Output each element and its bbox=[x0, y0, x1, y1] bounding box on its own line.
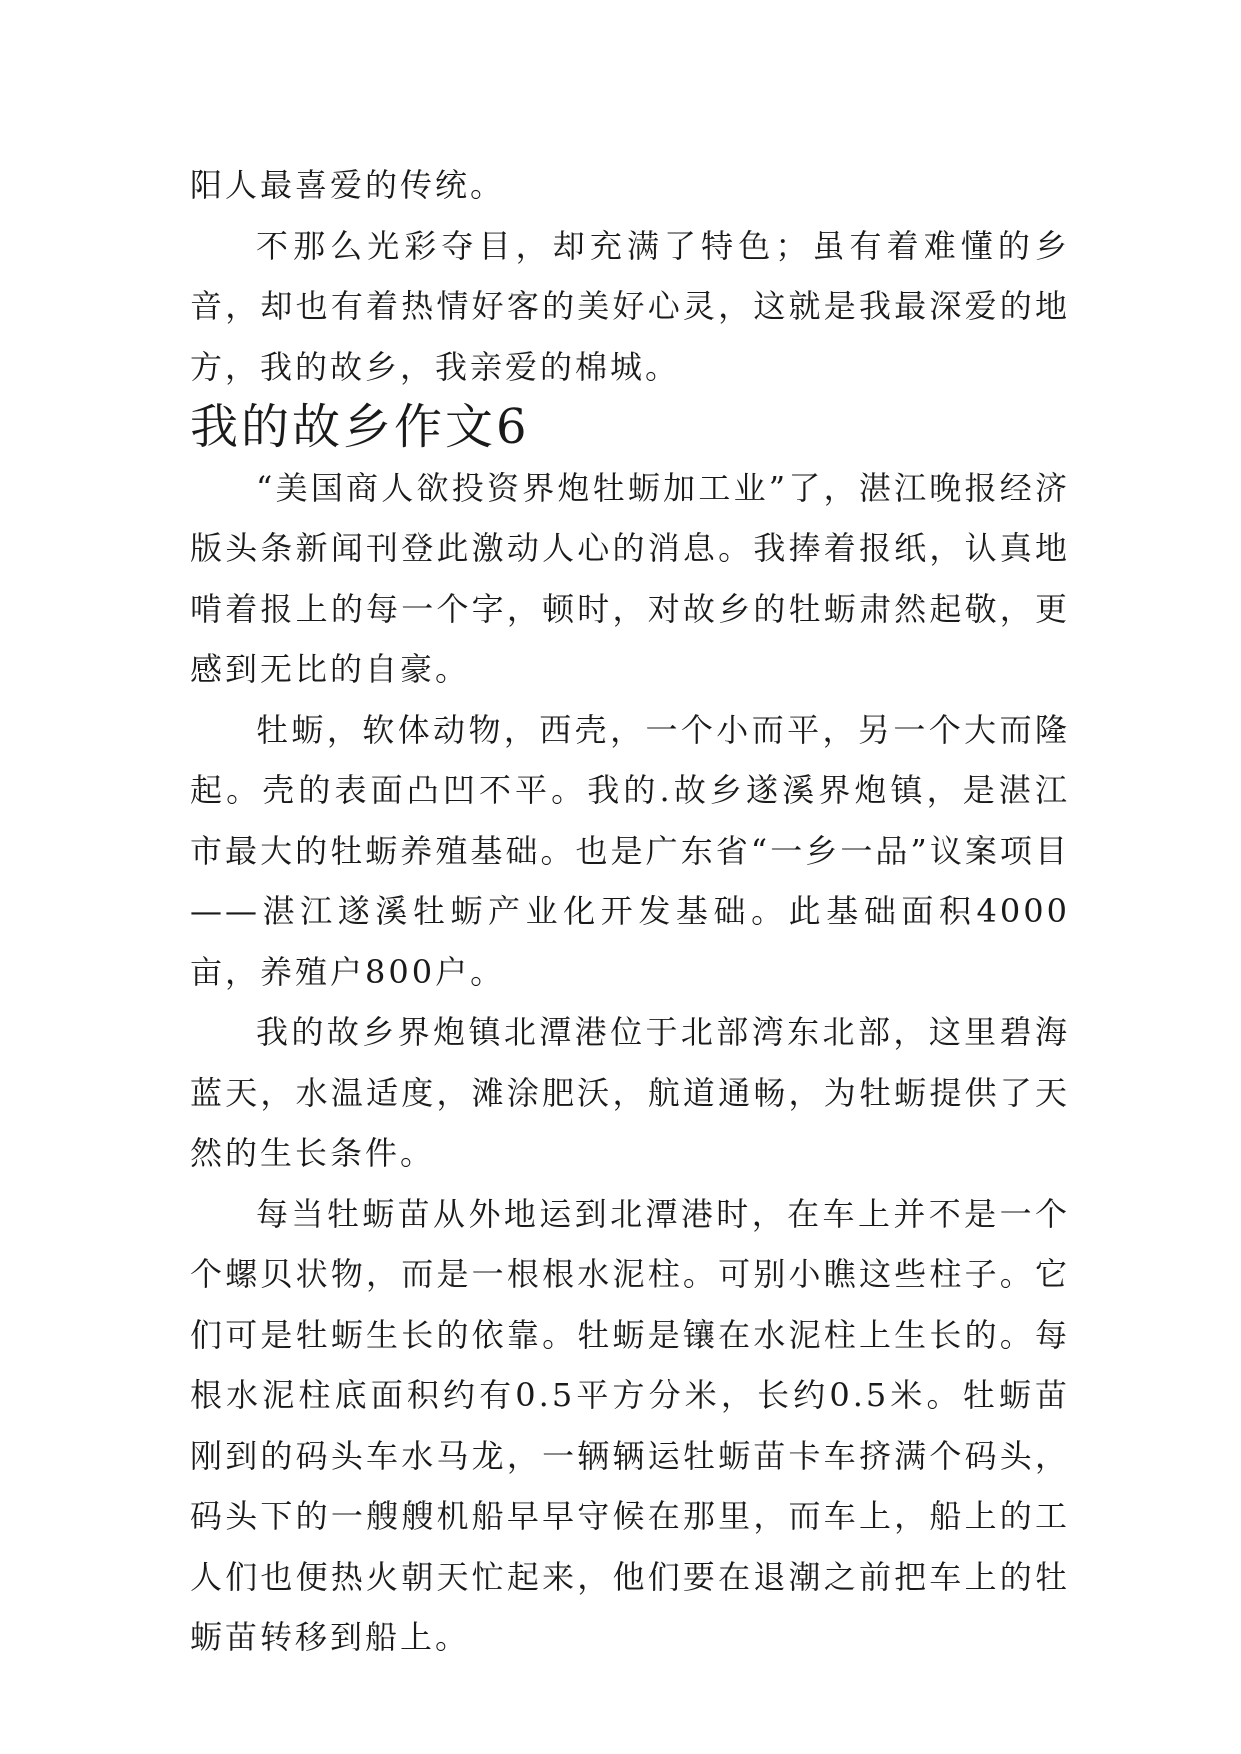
paragraph-6: 每当牡蛎苗从外地运到北潭港时，在车上并不是一个个螺贝状物，而是一根根水泥柱。可别小瞧这些柱子。它们可是牡蛎生长的依靠。牡蛎是镶在水泥柱上生长的。每根水泥柱底面积约有0.5平方分米，长约0.5米。牡蛎苗刚到的码头车水马龙，一辆辆运牡蛎苗卡车挤满个码头，码头下的一艘艘机船早早守候在那里，而车上，船上的工人们也便热火朝天忙起来，他们要在退潮之前把车上的牡蛎苗转移到船上。 bbox=[190, 1194, 1070, 1656]
paragraph-3: “美国商人欲投资界炮牡蛎加工业”了，湛江晚报经济版头条新闻刊登此激动人心的消息。我捧着报纸，认真地啃着报上的每一个字，顿时，对故乡的牡蛎肃然起敬，更感到无比的自豪。 bbox=[190, 468, 1070, 688]
paragraph-5: 我的故乡界炮镇北潭港位于北部湾东北部，这里碧海蓝天，水温适度，滩涂肥沃，航道通畅，为牡蛎提供了天然的生长条件。 bbox=[190, 1013, 1070, 1172]
paragraph-2: 不那么光彩夺目，却充满了特色；虽有着难懂的乡音，却也有着热情好客的美好心灵，这就是我最深爱的地方，我的故乡，我亲爱的棉城。 bbox=[190, 226, 1070, 386]
document-body bbox=[190, 155, 1070, 1668]
paragraph-1: 阳人最喜爱的传统。 bbox=[190, 166, 506, 204]
paragraph-4: 牡蛎，软体动物，西壳，一个小而平，另一个大而隆起。壳的表面凸凹不平。我的.故乡遂溪界炮镇，是湛江市最大的牡蛎养殖基础。也是广东省“一乡一品”议案项目——湛江遂溪牡蛎产业化开发基础。此基础面积4000亩，养殖户800户。 bbox=[190, 710, 1070, 991]
section-heading: 我的故乡作文6 bbox=[190, 399, 530, 455]
